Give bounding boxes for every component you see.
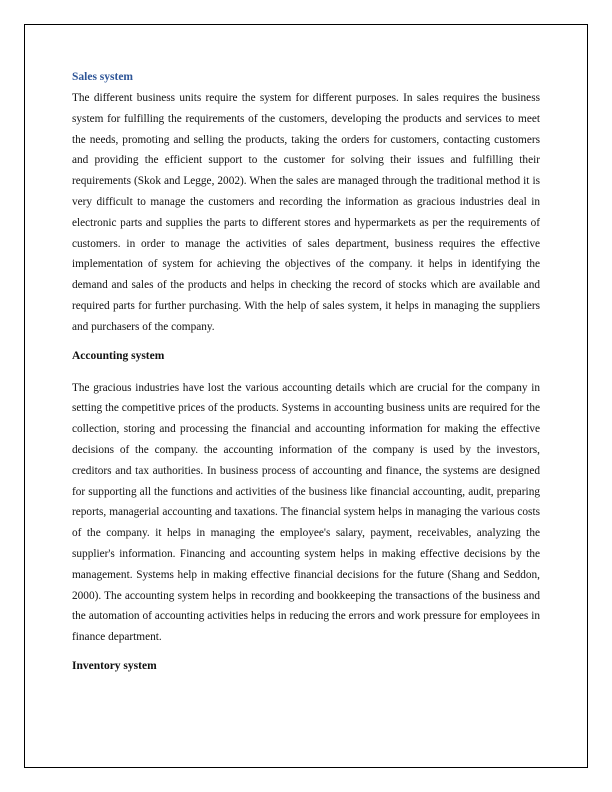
inventory-system-heading: Inventory system	[72, 659, 157, 672]
accounting-system-paragraph: The gracious industries have lost the various accounting details which are crucial for the company in setting the competitive prices of the products. Systems in accounting business units are required for the collection, storing and processing the financial and accounting information for making the effective decisions of the company. the accounting information of the company is used by the investors, creditors and tax authorities. In business process of accounting and finance, the systems are designed for supporting all the functions and activities of the business like financial accounting, audit, preparing reports, managerial accounting and taxations. The financial system helps in managing the various costs of the company. it helps in managing the employee's salary, payment, receivables, analyzing the supplier's information. Financing and accounting system helps in making effective decisions by the management. Systems help in making effective financial decisions for the future (Shang and Seddon, 2000). The accounting system helps in recording and bookkeeping the transactions of the business and the automation of accounting activities helps in reducing the errors and work pressure for employees in finance department.	[72, 381, 540, 644]
sales-system-paragraph: The different business units require the system for different purposes. In sales requires the business system for fulfilling the requirements of the customers, developing the products and services to meet the needs, promoting and selling the products, taking the orders for customers, contacting customers and providing the efficient support to the customer for solving their issues and fulfilling their requirements (Skok and Legge, 2002). When the sales are managed through the traditional method it is very difficult to manage the customers and recording the information as gracious industries deal in electronic parts and supplies the parts to different stores and hypermarkets as per the requirements of customers. in order to manage the activities of sales department, business requires the effective implementation of system for achieving the objectives of the company. it helps in identifying the demand and sales of the products and helps in checking the record of stocks which are available and required parts for further purchasing. With the help of sales system, it helps in managing the suppliers and purchasers of the company.	[72, 92, 540, 333]
sales-system-heading: Sales system	[72, 71, 134, 83]
document-body	[72, 69, 540, 674]
accounting-system-heading: Accounting system	[72, 349, 165, 362]
